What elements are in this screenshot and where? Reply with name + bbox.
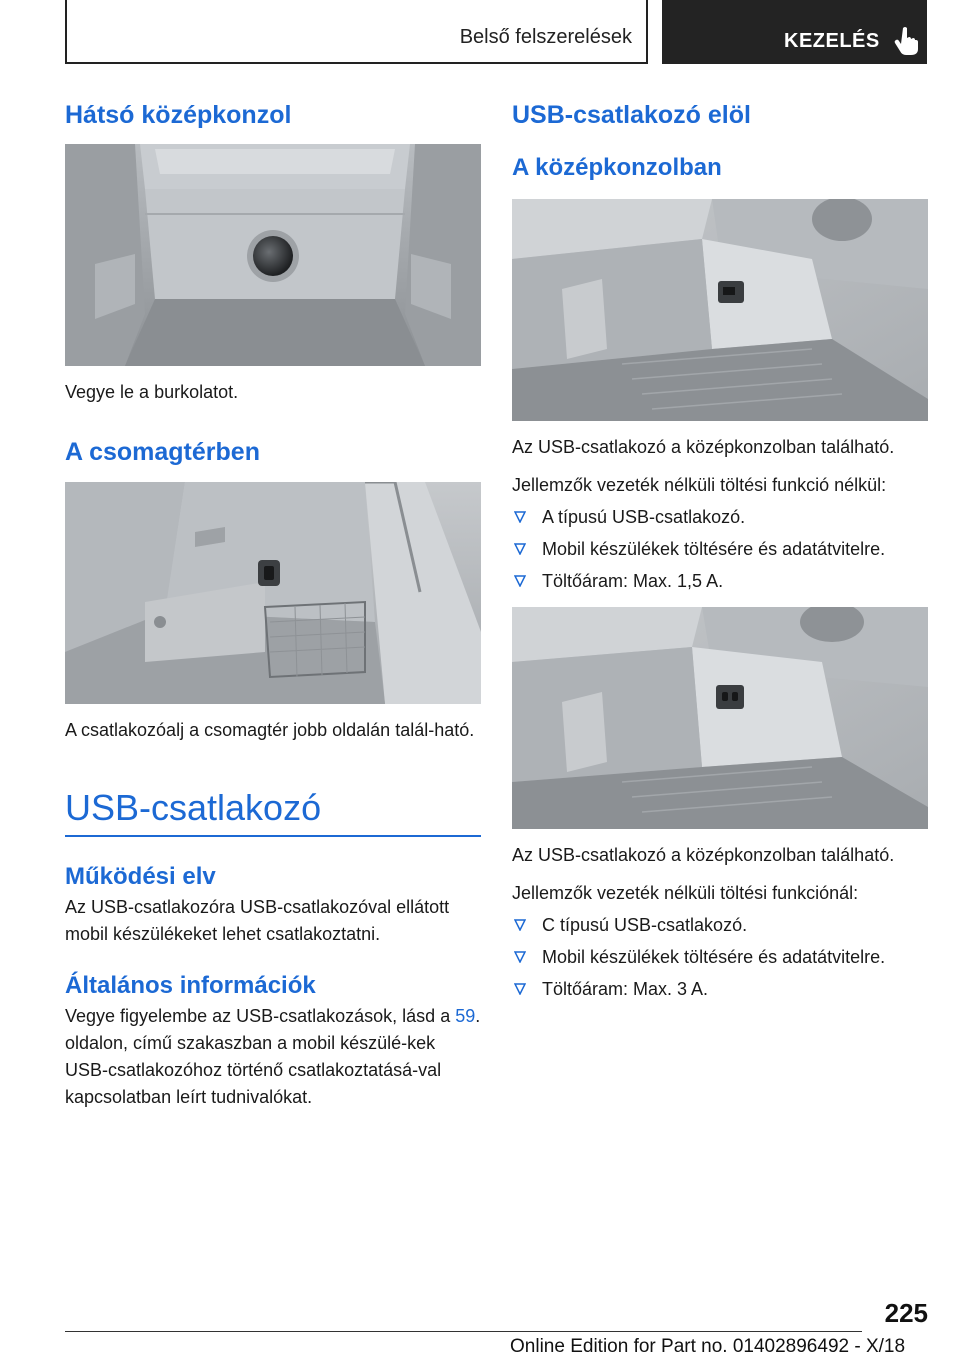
- principle-text: Az USB-csatlakozóra USB-csatlakozóval ellátott mobil készülékeket lehet csatlakoztatni.: [65, 896, 450, 944]
- header-section-box: [65, 0, 648, 64]
- header-chapter-title: KEZELÉS: [784, 30, 880, 52]
- header-chapter-box: [662, 0, 927, 64]
- bullet-triangle-icon: [514, 919, 526, 931]
- bullet-triangle-icon: [514, 575, 526, 587]
- bullet-triangle-icon: [514, 983, 526, 995]
- rear-console-heading: Hátsó középkonzol: [65, 101, 292, 129]
- footer-edition: Online Edition for Part no. 01402896492 - X/18: [510, 1336, 906, 1357]
- luggage-caption: A csatlakozóalj a csomagtér jobb oldalán talál-ható.: [65, 720, 475, 740]
- bullet-triangle-icon: [514, 511, 526, 523]
- luggage-compartment-socket-photo: [65, 482, 481, 704]
- page-link[interactable]: 59: [455, 1005, 476, 1026]
- rear-console-socket-photo: [65, 144, 481, 366]
- usb-c-feature-list: [512, 912, 928, 1003]
- list-item: Töltőáram: Max. 1,5 A.: [512, 568, 928, 595]
- list-item: A típusú USB-csatlakozó.: [512, 504, 928, 531]
- usb-c-caption: Az USB-csatlakozó a középkonzolban található.: [512, 844, 895, 865]
- center-console-subheading: A középkonzolban: [512, 154, 722, 181]
- principle-heading: Működési elv: [65, 863, 216, 891]
- left-column: [65, 100, 481, 1111]
- list-item: Töltőáram: Max. 3 A.: [512, 976, 928, 1003]
- general-info-text: Vegye figyelembe az USB-csatlakozások, lásd a 59. oldalon, című szakaszban a mobil készülé-kek USB-csatlakozóhoz történő csatlakoztatásá-val kapcsolatban leírt tudnivalókat.: [65, 1005, 481, 1107]
- usb-c-list-intro: Jellemzők vezeték nélküli töltési funkciónál:: [512, 882, 859, 903]
- usb-a-list-intro: Jellemzők vezeték nélküli töltési funkció nélkül:: [512, 474, 887, 495]
- usb-a-feature-list: [512, 504, 928, 595]
- usb-a-caption: Az USB-csatlakozó a középkonzolban található.: [512, 436, 895, 457]
- luggage-heading: A csomagtérben: [65, 438, 260, 466]
- list-item: C típusú USB-csatlakozó.: [512, 912, 928, 939]
- bullet-triangle-icon: [514, 951, 526, 963]
- footer-rule: [65, 1331, 862, 1332]
- usb-front-heading: USB-csatlakozó elöl: [512, 101, 751, 129]
- right-column: [512, 100, 928, 1008]
- header-section-title: Belső felszerelések: [459, 26, 632, 48]
- center-console-usb-a-photo: [512, 199, 928, 421]
- center-console-usb-c-photo: [512, 607, 928, 829]
- usb-heading: USB-csatlakozó: [65, 787, 322, 828]
- bullet-triangle-icon: [514, 543, 526, 555]
- usb-heading-rule: [65, 835, 481, 837]
- general-info-heading: Általános információk: [65, 971, 316, 999]
- list-item: Mobil készülékek töltésére és adatátvitelre.: [512, 944, 928, 971]
- hand-pointer-icon: [894, 26, 920, 56]
- list-item: Mobil készülékek töltésére és adatátvitelre.: [512, 536, 928, 563]
- rear-console-caption: Vegye le a burkolatot.: [65, 382, 239, 402]
- page-number: 225: [884, 1298, 928, 1328]
